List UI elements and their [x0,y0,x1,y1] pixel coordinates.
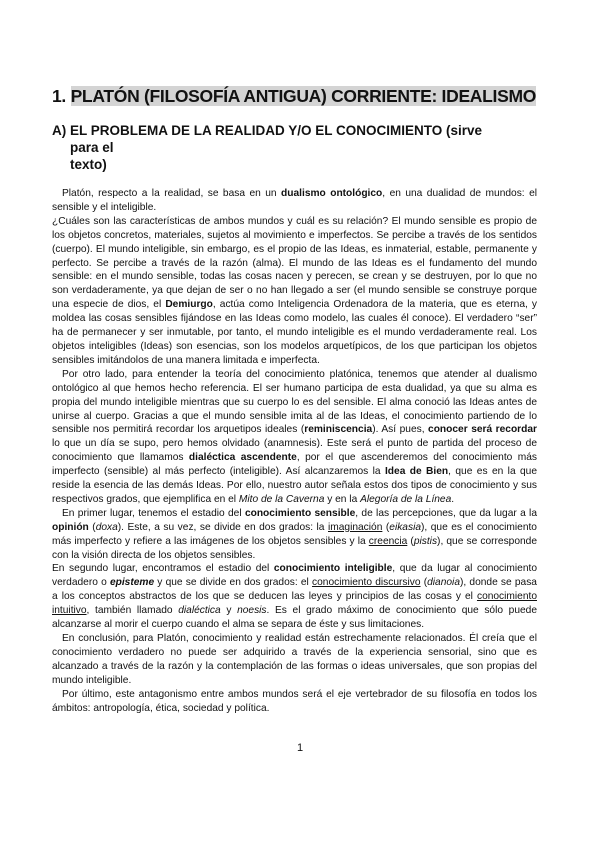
subsection-title-line3: texto) [70,157,107,172]
section-number: 1. [52,86,66,106]
term-doxa: doxa [95,521,118,533]
term-conocer-recordar: conocer será recordar [428,424,538,436]
paragraph-2: ¿Cuáles son las características de ambos mundos y cuál es su relación? El mundo sensible es propio de los objetos concretos, materiales, sujetos al movimiento e imperfectos. Se percibe a través de los sentidos (cuerpo). El mundo inteligible, sin embargo, es el propio de las Ideas, es inmaterial, estable, permanente y perfecto. Se percibe a través de la razón (alma). El mundo de las Ideas es el fundamento del mundo sensible: en el mundo sensible, todas las cosas nacen y perecen, se crean y se destruyen, por lo que no son verdaderamente, ya que dejan de ser o no han llegado a ser (el mundo sensible se construye porque una especie de dios, el Demiurgo, actúa como Inteligencia Ordenadora de la materia, que es eterna, y moldea las cosas sensibles fijándose en las Ideas como modelo, las cuales él conoce). El verdadero “ser” ha de permanecer y ser inmutable, por tanto, el mundo inteligible es el mundo verdaderamente real. Los objetos inteligibles (Ideas) son esencias, son los modelos arquetípicos, de los que participan los objetos sensibles imitándolos de una manera limitada e imperfecta. [52,215,538,366]
term-dualismo: dualismo ontológico [281,188,383,199]
term-mito-caverna: Mito de la Caverna [238,493,325,505]
term-dialectica: dialéctica ascendente [188,452,297,464]
term-alegoria-linea: Alegoría de la Línea [360,493,452,505]
paragraph-5: En segundo lugar, encontramos el estadio del conocimiento inteligible, que da lugar al conocimiento verdadero o episteme y que se divide en dos grados: el conocimiento discursivo (dianoia), donde se pasa a los conceptos abstractos de los que se deducen las leyes y principios de las cosas y el conocimiento intuitivo, también llamado dialéctica y noesis. Es el grado máximo de conocimiento que sólo puede alcanzarse al morir el cuerpo cuando el alma se separa de éste y sus limitaciones. [52,563,537,631]
subsection-label: A) [52,123,67,138]
term-episteme: episteme [109,577,155,589]
term-opinion: opinión [52,521,89,533]
subsection-title [52,122,542,173]
subsection-title-line1: EL PROBLEMA DE LA REALIDAD Y/O EL CONOCIMIENTO (sirve [70,123,483,138]
term-dialectica-italic: dialéctica [178,605,221,617]
paragraph-7: Por último, este antagonismo entre ambos mundos será el eje vertebrador de su filosofía en todos los ámbitos: antropología, ética, sociedad y política. [52,688,537,714]
term-pistis: pistis [413,535,438,547]
term-dianoia: dianoia [427,577,460,589]
term-conocimiento-sensible: conocimiento sensible [244,507,356,519]
page-number: 1 [296,742,304,754]
term-demiurgo: Demiurgo [165,299,213,311]
paragraph-4: En primer lugar, tenemos el estadio del conocimiento sensible, de las percepciones, que da lugar a la opinión (doxa). Este, a su vez, se divide en dos grados: la imaginación (eikasia), que es el conocimiento más imperfecto y refiere a las imágenes de los objetos sensibles y la creencia (pistis), que se corresponde con la visión directa de los objetos sensibles. [52,507,537,561]
term-reminiscencia: reminiscencia [304,424,373,436]
term-conocimiento-intuitivo: conocimiento intuitivo [52,591,537,617]
document-body [52,187,537,715]
term-imaginacion: imaginación [328,521,383,533]
term-conocimiento-discursivo: conocimiento discursivo [312,577,421,589]
paragraph-6: En conclusión, para Platón, conocimiento y realidad están estrechamente relacionados. Él creía que el conocimiento verdadero no puede ser adquirido a través de la experiencia sensorial, sino que es alcanzado a través de la razón y la contemplación de las formas o ideas universales, que son propias del mundo inteligible. [52,633,537,686]
term-creencia: creencia [368,535,408,547]
term-eikasia: eikasia [389,521,421,533]
section-title [52,86,536,107]
paragraph-3: Por otro lado, para entender la teoría del conocimiento platónica, tenemos que atender al dualismo ontológico al que hemos hecho referencia. El ser humano participa de esta dualidad, ya que su alma es propia del mundo inteligible mientras que su cuerpo lo es del sensible. El alma conoció las Ideas antes de unirse al cuerpo. Gracias a que el mundo sensible imita al de las Ideas, el conocimiento partiendo de lo sensible nos permitirá recordar los arquetipos ideales (reminiscencia). Así pues, conocer será recordar lo que un día se supo, pero hemos olvidado (anamnesis). Este será el punto de partida del proceso de conocimiento que llamamos dialéctica ascendente, por el que ascenderemos del conocimiento más imperfecto (sensible) al más perfecto (inteligible). Así alcanzaremos la Idea de Bien, que es en la que reside la esencia de las demás Ideas. Por ello, nuestro autor señala estos dos tipos de conocimiento y sus respectivos grados, que ejemplifica en el Mito de la Caverna y en la Alegoría de la Línea. [52,368,538,505]
paragraph-1: Platón, respecto a la realidad, se basa en un dualismo ontológico, en una dualidad de mundos: el sensible y el inteligible. [52,188,538,213]
term-conocimiento-inteligible: conocimiento inteligible [273,563,393,575]
subsection-title-line2: para el [70,140,114,155]
term-idea-bien: Idea de Bien [384,466,449,478]
section-title-text: PLATÓN (FILOSOFÍA ANTIGUA) CORRIENTE: IDEALISMO [70,86,537,106]
term-noesis: noesis [237,605,267,617]
